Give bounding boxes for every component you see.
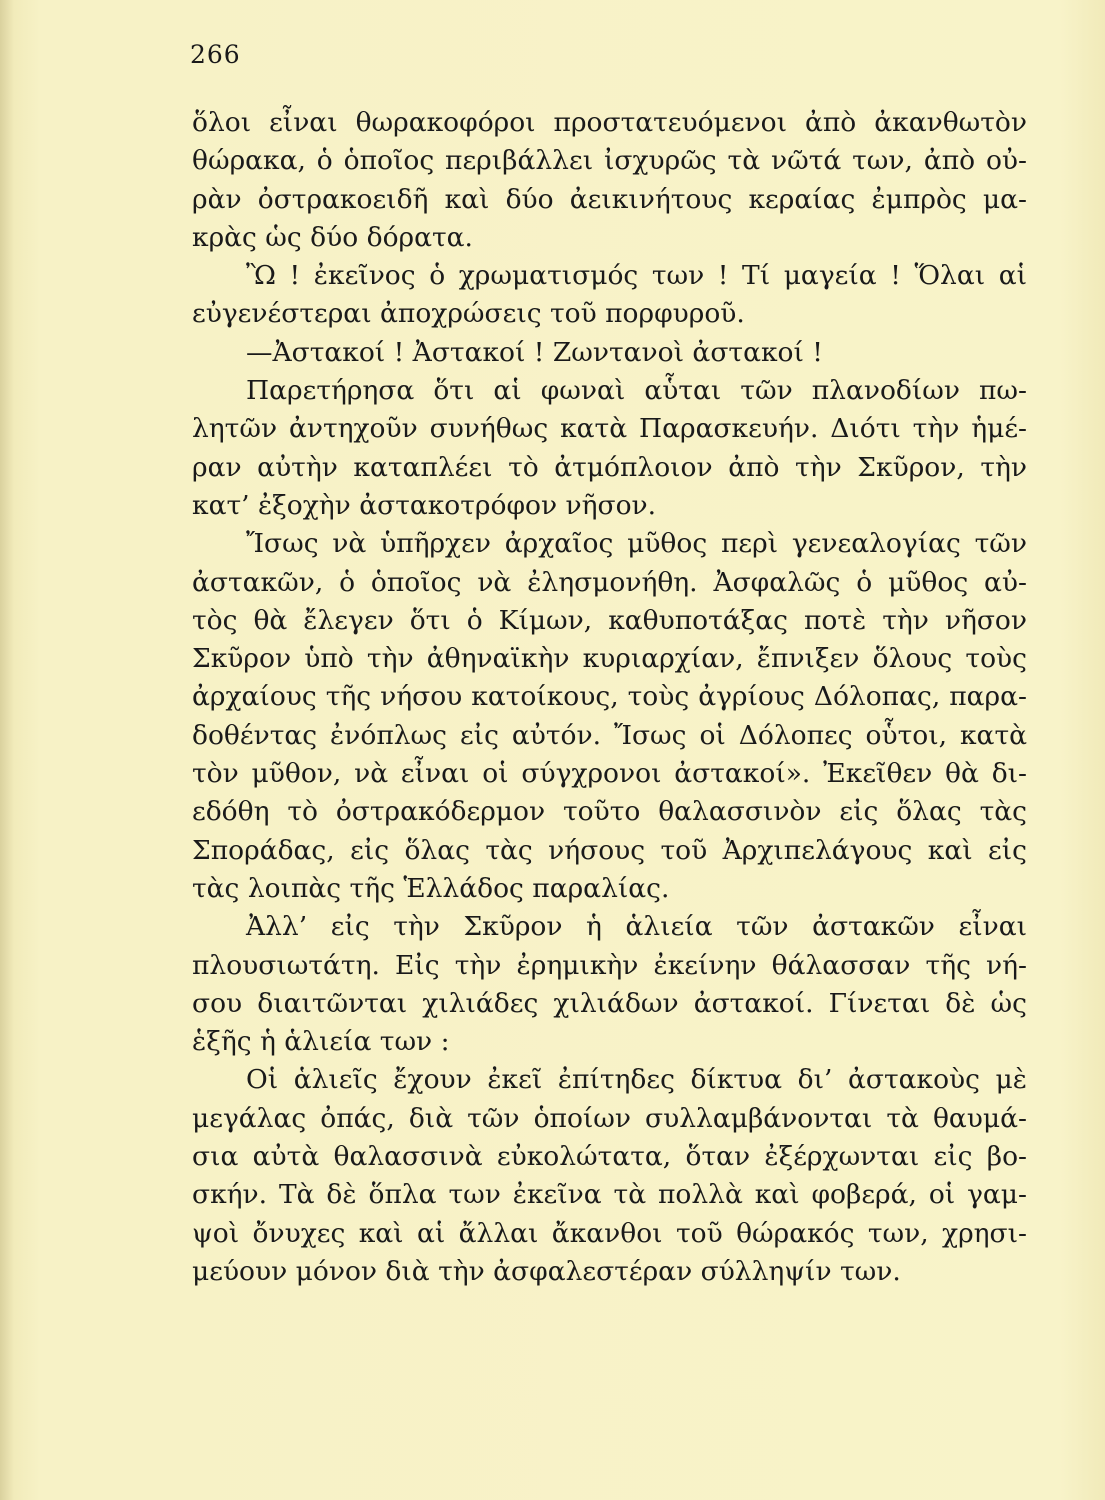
text-line: δοθέντας ἐνόπλως εἰς αὐτόν. Ἴσως οἱ Δόλοπες οὗτοι, κατὰ: [192, 719, 1027, 751]
text-line: ἀστακῶν, ὁ ὁποῖος νὰ ἐλησμονήθη. Ἀσφαλῶς ὁ μῦθος αὐ-: [192, 566, 1027, 598]
page-number: 266: [190, 40, 241, 69]
text-line: ψοὶ ὄνυχες καὶ αἱ ἄλλαι ἄκανθοι τοῦ θώρακός των, χρησι-: [192, 1217, 1027, 1249]
text-line: θώρακα, ὁ ὁποῖος περιβάλλει ἰσχυρῶς τὰ νῶτά των, ἀπὸ οὐ-: [192, 145, 1027, 177]
text-line: ὅλοι εἶναι θωρακοφόροι προστατευόμενοι ἀπὸ ἀκανθωτὸν: [192, 107, 1027, 138]
text-line: τὸν μῦθον, νὰ εἶναι οἱ σύγχρονοι ἀστακοί». Ἐκεῖθεν θὰ δι-: [192, 758, 1027, 790]
text-line: εὐγενέστεραι ἀποχρώσεις τοῦ πορφυροῦ.: [192, 298, 745, 330]
text-line: σια αὐτὰ θαλασσινὰ εὐκολώτατα, ὅταν ἐξέρχωνται εἰς βο-: [192, 1141, 1027, 1173]
text-line: Παρετήρησα ὅτι αἱ φωναὶ αὗται τῶν πλανοδίων πω-: [246, 375, 1027, 407]
text-line: τὰς λοιπὰς τῆς Ἑλλάδος παραλίας.: [192, 872, 670, 904]
text-line: σου διαιτῶνται χιλιάδες χιλιάδων ἀστακοί. Γίνεται δὲ ὡς: [192, 987, 1027, 1019]
text-line: τὸς θὰ ἔλεγεν ὅτι ὁ Κίμων, καθυποτάξας ποτὲ τὴν νῆσον: [192, 604, 1027, 636]
text-line: πλουσιωτάτη. Εἰς τὴν ἐρημικὴν ἐκείνην θάλασσαν τῆς νή-: [192, 949, 1027, 981]
text-line: Ὢ ! ἐκεῖνος ὁ χρωματισμός των ! Τί μαγεία ! Ὅλαι αἱ: [246, 260, 1027, 292]
text-line: Οἱ ἁλιεῖς ἔχουν ἐκεῖ ἐπίτηδες δίκτυα δι’ ἀστακοὺς μὲ: [246, 1064, 1027, 1096]
text-line: Σκῦρον ὑπὸ τὴν ἀθηναϊκὴν κυριαρχίαν, ἔπνιξεν ὅλους τοὺς: [192, 643, 1027, 675]
body-text: [192, 104, 1027, 1291]
text-line: Ἴσως νὰ ὑπῆρχεν ἀρχαῖος μῦθος περὶ γενεαλογίας τῶν: [246, 528, 1027, 560]
text-line: ρὰν ὀστρακοειδῆ καὶ δύο ἀεικινήτους κεραίας ἐμπρὸς μα-: [192, 183, 1027, 215]
text-line: ραν αὐτὴν καταπλέει τὸ ἀτμόπλοιον ἀπὸ τὴν Σκῦρον, τὴν: [192, 451, 1027, 483]
text-line: ἑξῆς ἡ ἁλιεία των :: [192, 1026, 450, 1058]
text-line: μεύουν μόνον διὰ τὴν ἀσφαλεστέραν σύλληψίν των.: [192, 1255, 901, 1287]
text-line: σκήν. Τὰ δὲ ὅπλα των ἐκεῖνα τὰ πολλὰ καὶ φοβερά, οἱ γαμ-: [192, 1179, 1027, 1211]
text-line: Σποράδας, εἰς ὅλας τὰς νήσους τοῦ Ἀρχιπελάγους καὶ εἰς: [192, 834, 1027, 866]
text-line: ἀρχαίους τῆς νήσου κατοίκους, τοὺς ἀγρίους Δόλοπας, παρα-: [192, 681, 1027, 713]
text-line: μεγάλας ὀπάς, διὰ τῶν ὁποίων συλλαμβάνονται τὰ θαυμά-: [192, 1102, 1027, 1134]
text-line: Ἀλλ’ εἰς τὴν Σκῦρον ἡ ἁλιεία τῶν ἀστακῶν εἶναι: [246, 911, 1027, 943]
text-line: εδόθη τὸ ὀστρακόδερμον τοῦτο θαλασσινὸν εἰς ὅλας τὰς: [192, 796, 1027, 828]
text-line: λητῶν ἀντηχοῦν συνήθως κατὰ Παρασκευήν. Διότι τὴν ἡμέ-: [192, 413, 1027, 445]
text-line: —Ἀστακοί ! Ἀστακοί ! Ζωντανοὶ ἀστακοί !: [246, 336, 823, 368]
binding-shadow: [0, 0, 14, 1500]
text-line: κρὰς ὡς δύο δόρατα.: [192, 221, 473, 253]
text-line: κατ’ ἐξοχὴν ἀστακοτρόφον νῆσον.: [192, 489, 657, 521]
